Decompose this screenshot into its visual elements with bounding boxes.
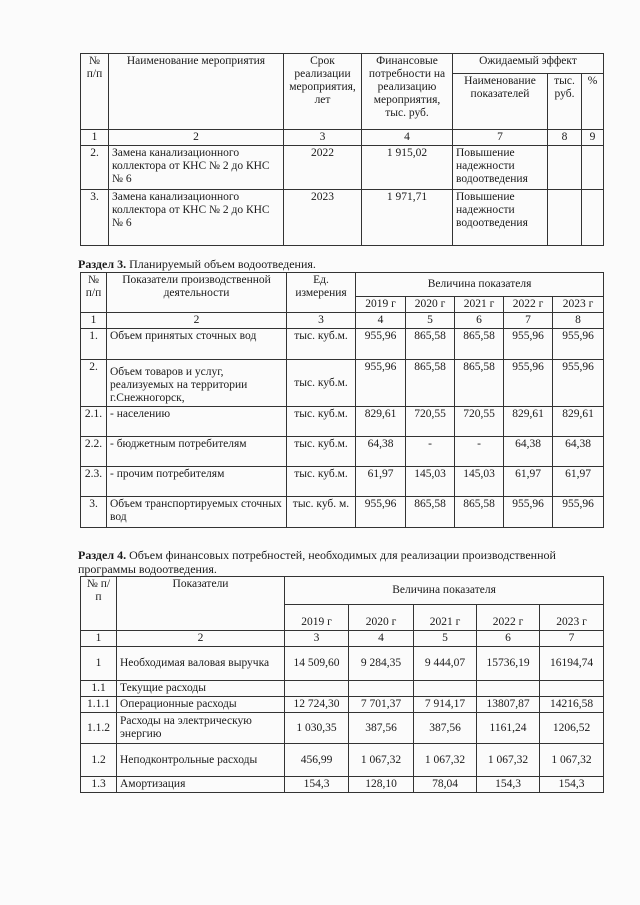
row-value: 829,61 [553,407,604,437]
row-value: 456,99 [285,744,349,777]
colnum: 7 [540,631,604,647]
row-unit: тыс. куб.м. [287,467,356,497]
row-value: 865,58 [406,360,455,407]
row-value: 720,55 [455,407,504,437]
row-value: 720,55 [406,407,455,437]
colnum: 2 [107,313,287,329]
row-unit: тыс. куб.м. [287,329,356,360]
header-effect-pct: % [582,74,604,130]
header-year: 2022 г [477,605,540,631]
row-num: 3. [81,497,107,528]
wastewater-volume-table [80,272,604,528]
table-row [81,146,604,190]
row-unit: тыс. куб.м. [287,360,356,407]
colnum: 9 [582,130,604,146]
row-value: 1 067,32 [477,744,540,777]
table-row [81,777,604,793]
colnum: 6 [477,631,540,647]
row-value: 1 067,32 [414,744,477,777]
row-value: 955,96 [356,360,406,407]
row-value: 78,04 [414,777,477,793]
row-name: - населению [107,407,287,437]
row-term: 2022 [284,146,362,190]
colnum: 1 [81,313,107,329]
colnum: 1 [81,631,117,647]
row-value: 61,97 [356,467,406,497]
row-value: 64,38 [356,437,406,467]
row-finance: 1 915,02 [362,146,453,190]
row-value: - [455,437,504,467]
colnum: 4 [362,130,453,146]
row-value: 61,97 [504,467,553,497]
row-value: 387,56 [414,713,477,744]
header-unit: Ед. измерения [287,273,356,313]
row-name: Расходы на электрическую энергию [117,713,285,744]
financial-needs-table [80,576,604,793]
table-row [81,744,604,777]
row-value: 1161,24 [477,713,540,744]
row-value: 61,97 [553,467,604,497]
row-name: Операционные расходы [117,697,285,713]
header-num: № п/п [81,273,107,313]
row-name: Текущие расходы [117,681,285,697]
table-row [81,329,604,360]
row-value: 14 509,60 [285,647,349,681]
row-num: 3. [81,190,109,246]
row-value: 865,58 [455,360,504,407]
colnum: 5 [406,313,455,329]
header-num: № п/п [81,54,109,130]
row-value: 1 030,35 [285,713,349,744]
row-value: 14216,58 [540,697,604,713]
row-name: Объем товаров и услуг, реализуемых на территории г.Снежногорск, [107,360,287,407]
row-value: 64,38 [553,437,604,467]
colnum: 3 [285,631,349,647]
colnum: 4 [349,631,414,647]
row-num: 1.1 [81,681,117,697]
header-value: Величина показателя [356,273,604,297]
row-value: 865,58 [406,497,455,528]
row-value: 955,96 [553,360,604,407]
header-effect-rub: тыс. руб. [548,74,582,130]
colnum: 6 [455,313,504,329]
row-name: Замена канализационного коллектора от КНС № 2 до КНС № 6 [109,146,284,190]
row-value: 9 284,35 [349,647,414,681]
row-value: 7 701,37 [349,697,414,713]
row-num: 1.1.1 [81,697,117,713]
row-value: - [406,437,455,467]
row-num: 2.1. [81,407,107,437]
row-num: 2.2. [81,437,107,467]
row-name: Необходимая валовая выручка [117,647,285,681]
row-value: 154,3 [285,777,349,793]
row-value: 865,58 [455,497,504,528]
row-name: Замена канализационного коллектора от КНС № 2 до КНС № 6 [109,190,284,246]
row-value [349,681,414,697]
header-num: № п/п [81,577,117,631]
colnum: 7 [453,130,548,146]
row-term: 2023 [284,190,362,246]
section4-title [78,548,606,576]
row-unit: тыс. куб. м. [287,497,356,528]
row-num: 2. [81,146,109,190]
header-effect: Ожидаемый эффект [453,54,604,74]
header-year: 2019 г [285,605,349,631]
row-value: 145,03 [406,467,455,497]
row-value: 387,56 [349,713,414,744]
row-value: 154,3 [477,777,540,793]
table-row [81,647,604,681]
table-row [81,713,604,744]
section4-label: Раздел 4. [78,548,127,562]
row-num: 1.1.2 [81,713,117,744]
row-value: 12 724,30 [285,697,349,713]
row-num: 1. [81,329,107,360]
table-row [81,190,604,246]
row-finance: 1 971,71 [362,190,453,246]
row-value: 955,96 [553,329,604,360]
row-value: 829,61 [504,407,553,437]
colnum: 5 [414,631,477,647]
row-name: - бюджетным потребителям [107,437,287,467]
header-indicator: Показатели [117,577,285,631]
header-term: Срок реализации мероприятия, лет [284,54,362,130]
row-name: - прочим потребителям [107,467,287,497]
header-year: 2022 г [504,297,553,313]
section4-text: Объем финансовых потребностей, необходимых для реализации производственной программы водоотведения. [78,548,556,576]
header-indicator: Показатели производственной деятельности [107,273,287,313]
row-name: Амортизация [117,777,285,793]
section3-label: Раздел 3. [78,257,127,271]
header-year: 2021 г [455,297,504,313]
table-row [81,467,604,497]
header-year: 2020 г [406,297,455,313]
row-value: 955,96 [553,497,604,528]
table-row [81,437,604,467]
row-num: 1.2 [81,744,117,777]
row-value: 955,96 [504,329,553,360]
header-year: 2023 г [553,297,604,313]
colnum: 1 [81,130,109,146]
row-effect: Повышение надежности водоотведения [453,146,548,190]
header-year: 2023 г [540,605,604,631]
row-value: 955,96 [504,497,553,528]
table-row [81,407,604,437]
row-unit: тыс. куб.м. [287,437,356,467]
colnum: 7 [504,313,553,329]
row-value: 16194,74 [540,647,604,681]
row-num: 2.3. [81,467,107,497]
row-name: Объем принятых сточных вод [107,329,287,360]
row-value [540,681,604,697]
section3-text: Планируемый объем водоотведения. [126,257,316,271]
header-measure-name: Наименование мероприятия [109,54,284,130]
row-value: 1 067,32 [349,744,414,777]
row-value: 955,96 [504,360,553,407]
row-name: Объем транспортируемых сточных вод [107,497,287,528]
measures-table [80,53,604,246]
row-value: 7 914,17 [414,697,477,713]
table-row [81,697,604,713]
row-value: 128,10 [349,777,414,793]
table-row [81,360,604,407]
colnum: 4 [356,313,406,329]
row-value: 955,96 [356,497,406,528]
table-row [81,497,604,528]
row-value: 9 444,07 [414,647,477,681]
header-finance: Финансовые потребности на реализацию мероприятия, тыс. руб. [362,54,453,130]
row-value: 154,3 [540,777,604,793]
row-value: 829,61 [356,407,406,437]
colnum: 2 [117,631,285,647]
header-year: 2020 г [349,605,414,631]
colnum: 8 [548,130,582,146]
section3-title [78,257,316,271]
header-year: 2019 г [356,297,406,313]
row-effect: Повышение надежности водоотведения [453,190,548,246]
row-num: 1.3 [81,777,117,793]
row-value: 955,96 [356,329,406,360]
header-effect-name: Наименование показателей [453,74,548,130]
row-value: 13807,87 [477,697,540,713]
table-row [81,681,604,697]
row-value [477,681,540,697]
colnum: 8 [553,313,604,329]
row-value: 15736,19 [477,647,540,681]
row-value: 865,58 [406,329,455,360]
header-value: Величина показателя [285,577,604,605]
row-unit: тыс. куб.м. [287,407,356,437]
colnum: 3 [287,313,356,329]
row-value: 145,03 [455,467,504,497]
row-value: 1 067,32 [540,744,604,777]
header-year: 2021 г [414,605,477,631]
row-value: 64,38 [504,437,553,467]
colnum: 3 [284,130,362,146]
row-value [414,681,477,697]
row-num: 2. [81,360,107,407]
row-num: 1 [81,647,117,681]
row-value: 1206,52 [540,713,604,744]
row-name: Неподконтрольные расходы [117,744,285,777]
row-value [285,681,349,697]
colnum: 2 [109,130,284,146]
row-value: 865,58 [455,329,504,360]
